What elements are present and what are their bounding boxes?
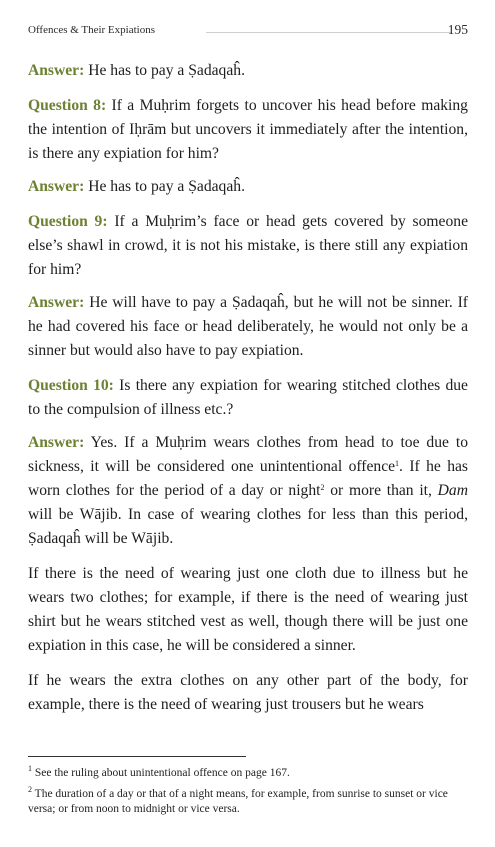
running-header — [28, 24, 468, 40]
footnote-divider — [28, 756, 246, 757]
question-text: Is there any expiation for wearing stitched clothes due to the compulsion of illness etc.? — [28, 377, 468, 418]
question-8 — [28, 94, 468, 166]
answer-9 — [28, 291, 468, 363]
answer-text: or more than it, — [324, 482, 438, 499]
question-text: If a Muḥrim’s face or head gets covered by someone else’s shawl in crowd, it is not his mistake, is there still any expiation for him? — [28, 213, 468, 278]
footnote-1 — [28, 766, 468, 781]
footnote-2 — [28, 787, 468, 817]
answer-7 — [28, 59, 468, 83]
answer-label: Answer: — [28, 178, 85, 195]
footnote-text: See the ruling about unintentional offence on page 167. — [32, 767, 290, 779]
answer-text: Yes. If a Muḥrim wears clothes from head to toe due to sickness, it will be considered one unintentional offence — [28, 434, 468, 475]
question-text: If a Muḥrim forgets to uncover his head before making the intention of Iḥrām but uncovers it immediately after the intention, is there any expiation for him? — [28, 97, 468, 162]
footnotes — [28, 766, 468, 823]
body-paragraph: If there is the need of wearing just one cloth due to illness but he wears two clothes; for example, if there is the need of wearing just shirt but he wears stitched vest as well, though there will be just one expiation in this case, he will be considered a sinner. — [28, 565, 468, 654]
answer-label: Answer: — [28, 62, 85, 79]
body-paragraph: If he wears the extra clothes on any other part of the body, for example, there is the need of wearing just trousers but he wears — [28, 672, 468, 713]
answer-text: He has to pay a Ṣadaqaĥ. — [84, 178, 245, 195]
page-body — [28, 59, 468, 728]
question-10 — [28, 374, 468, 422]
page-number: 195 — [447, 22, 468, 37]
answer-text: will be Wājib. In case of wearing clothes for less than this period, Ṣadaqaĥ will be Wājib. — [28, 506, 468, 547]
answer-label: Answer: — [28, 294, 85, 311]
footnote-number: 2 — [28, 785, 32, 795]
running-title: Offences & Their Expiations — [28, 24, 155, 36]
answer-text: He will have to pay a Ṣadaqaĥ, but he will not be sinner. If he had covered his face or head deliberately, he would not only be a sinner but would also have to pay expiation. — [28, 294, 468, 359]
answer-text: . If he has worn clothes for the period of a day or night — [28, 458, 468, 499]
question-label: Question 10: — [28, 377, 114, 394]
footnote-marker-2[interactable]: 2 — [320, 483, 325, 493]
answer-10 — [28, 431, 468, 551]
answer-8 — [28, 175, 468, 199]
question-9 — [28, 210, 468, 282]
footnote-marker-1[interactable]: 1 — [395, 459, 400, 469]
answer-label: Answer: — [28, 434, 85, 451]
header-rule — [206, 32, 452, 33]
answer-text: He has to pay a Ṣadaqaĥ. — [84, 62, 245, 79]
dam-term: Dam — [437, 482, 468, 499]
question-label: Question 9: — [28, 213, 108, 230]
question-label: Question 8: — [28, 97, 107, 114]
footnote-number: 1 — [28, 764, 32, 774]
footnote-text: The duration of a day or that of a night means, for example, from sunrise to sunset or vice versa; or from noon to midnight or vice versa. — [28, 788, 448, 815]
